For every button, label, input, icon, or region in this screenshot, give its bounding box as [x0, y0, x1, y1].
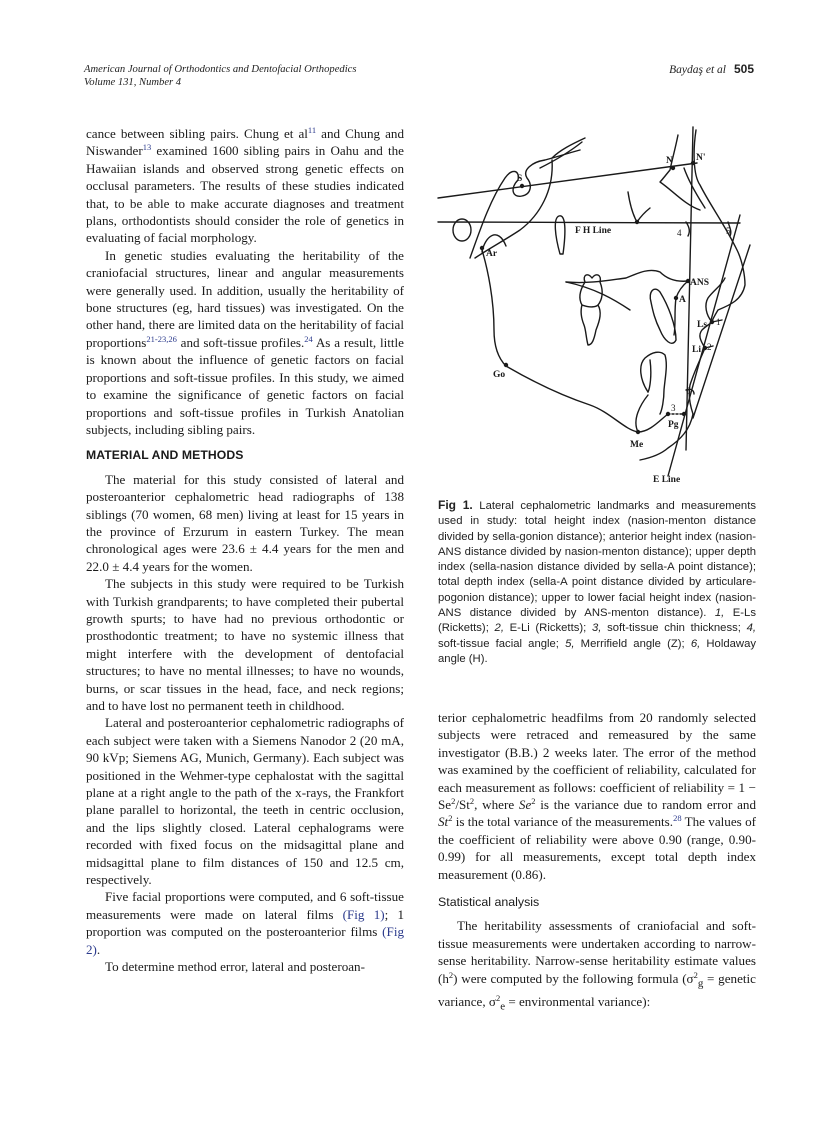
reference-link[interactable]: 11 [307, 125, 317, 135]
measurement-1: 1 [716, 317, 721, 327]
sella-nasion-line [438, 163, 697, 198]
landmark-ls: Ls [697, 320, 708, 330]
reference-link[interactable]: 13 [142, 142, 152, 153]
measurement-5: 5 [726, 226, 731, 236]
figure-1-caption: Fig 1. Lateral cephalometric landmarks and measurements used in study: total height index (nasion-menton distance divided by sella-gonion distance); anterior height index (nasion-ANS distance divided by nasion-menton distance); upper depth index (sella-nasion distance divided by sella-A point distance); total depth index (sella-A point distance divided by articulare-pogonion distance); upper to lower facial height index (nasion-ANS distance divided by ANS-menton distance). 1, E-Ls (Ricketts); 2, E-Li (Ricketts); 3, soft-tissue chin thickness; 4, soft-tissue facial angle; 5, Merrifield angle (Z); 6, Holdaway angle (H). [438, 498, 757, 665]
paragraph: Lateral and posteroanterior cephalometric radiographs of each subject were taken with a Siemens Nanodor 2 (20 mA, 90 kVp; Siemens AG, Munich, Germany). Each subject was positioned in the Wehmer-type cephalostat with the sagittal plane at a right angle to the path of the x-rays, the Frankfort plane parallel to horizontal, the teeth in centric occlusion, and the lips slightly closed. Lateral cephalograms were recorded with fixed focus on the midsagittal plane and midsagittal plane to film distances of 150 and 12.5 cm, respectively. [86, 715, 404, 888]
right-column [438, 709, 756, 1016]
landmark-n-prime: N' [696, 153, 706, 163]
cephalometric-diagram [435, 120, 765, 490]
figure-link-fig2[interactable]: (Fig 2) [86, 924, 404, 957]
paragraph: In genetic studies evaluating the heritability of the craniofacial structures, linear and angular measurements were generally used. In addition, usually the heritability of bone structures (eg, hard tissues) was investigated. On the other hand, there are limited data on the heritability of facial proportions$^{21-23,26}$ and soft-tissue profiles.$^{24}$ As a result, little is known about the influence of genetic factors on facial proportions and soft-tissue profiles. In this study, we aimed to examine the significance of genetic factors on facial proportions and soft-tissue profiles in Turkish Anatolian subjects, including sibling pairs. [86, 247, 404, 437]
journal-volume: Volume 131, Number 4 [84, 77, 182, 88]
paragraph: The heritability assessments of craniofacial and soft-tissue measurements were undertaken according to narrow-sense heritability. Narrow-sense heritability estimate values $(h^2)$ were computed by the following formula ($\sigma^2_g$ = genetic variance, $\sigma^2_e$ = environmental variance): [438, 918, 756, 1013]
landmark-li: Li [692, 345, 701, 355]
e-line-label: E Line [653, 475, 681, 485]
landmark-pg: Pg [668, 420, 679, 430]
running-header-journal [84, 63, 356, 89]
figure-1-cephalometric-tracing [435, 120, 765, 490]
paragraph: cance between sibling pairs. Chung et al$^{11}$ and Chung and Niswander$^{13}$ examined 1600 sibling pairs in Oahu and the Hawaiian islands and observed strong genetic effects on occlusal parameters. The results of these studies indicated that, to be able to make accurate diagnoses and treatment plans, orthodontists should consider the role of genetics in evaluating of facial morphology. [86, 125, 404, 246]
measurement-6: 6 [686, 386, 691, 396]
landmark-s: S [517, 174, 523, 184]
paragraph: The subjects in this study were required to be Turkish with Turkish grandparents; to have completed their pubertal growth spurts; to have had no previous orthodontic or prosthodontic treatment; to have no systemic illness that might interfere with the development of dentofacial structures; to have no mental illnesses; to have no wounds, burns, or scar tissues in the head, face, and neck regions; and to have lost no permanent teeth in childhood. [86, 576, 404, 713]
landmark-a: A [679, 295, 686, 305]
landmark-me: Me [630, 440, 644, 450]
paragraph: Five facial proportions were computed, and 6 soft-tissue measurements were made on lateral films (Fig 1); 1 proportion was computed on the posteroanterior films (Fig 2). [86, 889, 404, 957]
landmark-ans: ANS [690, 278, 710, 288]
author-line: Baydaş et al [669, 64, 726, 76]
running-header-page [669, 62, 754, 76]
measurement-4: 4 [677, 228, 682, 238]
reference-link[interactable]: 21-23,26 [146, 333, 177, 344]
subsection-heading: Statistical analysis [438, 895, 540, 910]
figure-label: Fig 1. [438, 498, 473, 512]
page-number: 505 [733, 62, 754, 76]
figure-link-fig1[interactable]: (Fig 1) [342, 906, 385, 922]
section-heading: MATERIAL AND METHODS [86, 448, 244, 463]
reference-link[interactable]: 28 [673, 813, 682, 824]
journal-title: American Journal of Orthodontics and Dentofacial Orthopedics [84, 64, 357, 75]
paragraph: To determine method error, lateral and posteroan- [105, 959, 365, 975]
reference-link[interactable]: 24 [304, 333, 313, 344]
landmark-ar: Ar [486, 249, 498, 259]
fh-line-label: F H Line [575, 226, 612, 236]
landmark-go: Go [493, 370, 506, 380]
left-column [86, 125, 404, 976]
landmark-n: N [666, 156, 673, 166]
measurement-2: 2 [707, 342, 712, 352]
measurement-3: 3 [671, 403, 676, 413]
paragraph: terior cephalometric headfilms from 20 randomly selected subjects were retraced and remeasured by the same investigator (B.B.) 2 weeks later. The error of the method was examined by the coefficient of reliability, calculated for each measurement as follows: coefficient of reliability = $1 - Se^2/St^2$, where Se$^2$ is the variance due to random error and St$^2$ is the total variance of the measurements.$^{28}$ The values of the coefficient of reliability were above 0.90 (range, 0.90-0.99) for all measurements, except total depth index measurement (0.86). [438, 710, 756, 882]
paragraph: The material for this study consisted of lateral and posteroanterior cephalometric head radiographs of 138 siblings (70 women, 68 men) living at least for 15 years in the province of Erzurum in eastern Turkey. The mean chronological ages were 23.6 ± 4.4 years for the men and 22.0 ± 4.4 years for the women. [86, 471, 404, 574]
